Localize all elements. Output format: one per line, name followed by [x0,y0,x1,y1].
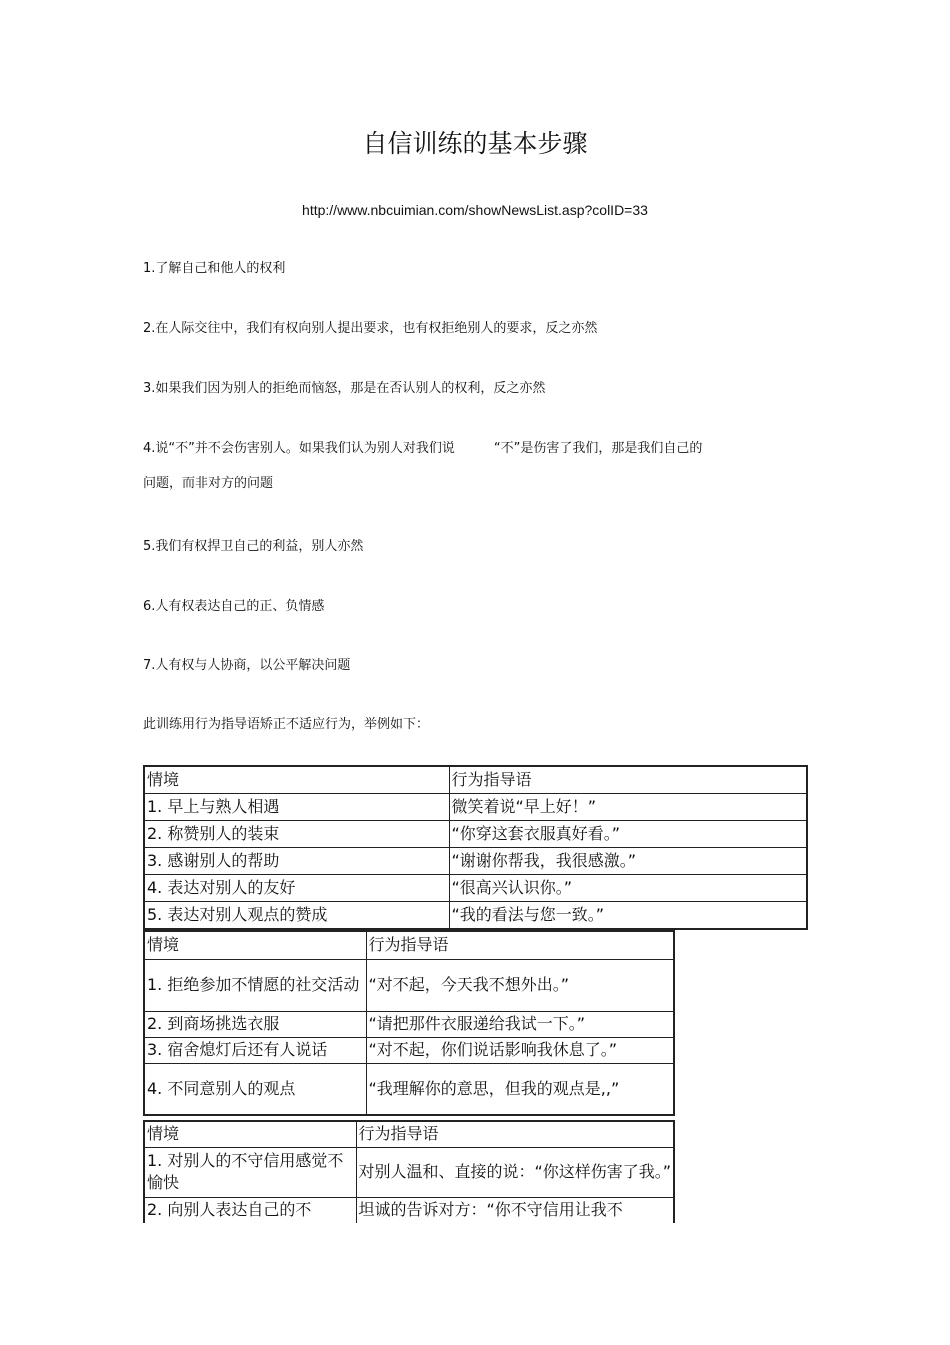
paragraph-3: 3.如果我们因为别人的拒绝而恼怒，那是在否认别人的权利，反之亦然 [143,381,546,396]
instruction-cell: 坦诚的告诉对方：“你不守信用让我不 [356,1197,674,1223]
instruction-cell: “谢谢你帮我，我很感激。” [449,848,807,875]
table-row [144,1037,674,1063]
header-situation: 情境 [144,766,449,794]
table-header-row [144,766,807,794]
instruction-cell: “对不起，你们说话影响我休息了。” [366,1037,674,1063]
situation-cell: 2. 向别人表达自己的不 [144,1197,356,1223]
situation-cell: 3. 宿舍熄灯后还有人说话 [144,1037,366,1063]
table-row [144,821,807,848]
table-row [144,1147,674,1197]
table-row [144,959,674,1011]
situation-cell: 4. 不同意别人的观点 [144,1063,366,1115]
header-situation: 情境 [144,1121,356,1147]
header-situation: 情境 [144,931,366,959]
instruction-cell: “你穿这套衣服真好看。” [449,821,807,848]
situation-cell: 1. 早上与熟人相遇 [144,794,449,821]
instruction-cell: “我的看法与您一致。” [449,902,807,930]
source-url: http://www.nbcuimian.com/showNewsList.asp?colID=33 [302,202,648,218]
situation-cell: 2. 到商场挑选衣服 [144,1011,366,1037]
situation-cell: 4. 表达对别人的友好 [144,875,449,902]
instruction-table-negative [143,1120,675,1223]
paragraph-2: 2.在人际交往中，我们有权向别人提出要求，也有权拒绝别人的要求，反之亦然 [143,321,598,336]
table-row [144,1063,674,1115]
situation-cell: 5. 表达对别人观点的赞成 [144,902,449,930]
paragraph-4-line-2: 问题，而非对方的问题 [143,476,274,491]
table-row [144,848,807,875]
instruction-cell: “很高兴认识你。” [449,875,807,902]
instruction-cell: 对别人温和、直接的说：“你这样伤害了我。” [356,1147,674,1197]
paragraph-4-line-1: 4.说“不”并不会伤害别人。如果我们认为别人对我们说 “不”是伤害了我们，那是我们自己的 [143,441,703,456]
situation-cell: 2. 称赞别人的装束 [144,821,449,848]
paragraph-1: 1.了解自己和他人的权利 [143,261,286,276]
paragraph-intro: 此训练用行为指导语矫正不适应行为，举例如下： [143,717,430,732]
header-instruction: 行为指导语 [449,766,807,794]
paragraph-5: 5.我们有权捍卫自己的利益，别人亦然 [143,539,364,554]
instruction-cell: 微笑着说“早上好！” [449,794,807,821]
table-row [144,902,807,930]
table-header-row [144,931,674,959]
instruction-cell: “请把那件衣服递给我试一下。” [366,1011,674,1037]
situation-cell: 1. 拒绝参加不情愿的社交活动 [144,959,366,1011]
situation-cell: 1. 对别人的不守信用感觉不愉快 [144,1147,356,1197]
paragraph-6: 6.人有权表达自己的正、负情感 [143,599,325,614]
table-row [144,794,807,821]
table-row [144,1197,674,1223]
situation-cell: 3. 感谢别人的帮助 [144,848,449,875]
table-row [144,875,807,902]
table-row [144,1011,674,1037]
instruction-cell: “我理解你的意思，但我的观点是,,” [366,1063,674,1115]
header-instruction: 行为指导语 [356,1121,674,1147]
paragraph-7: 7.人有权与人协商，以公平解决问题 [143,658,351,673]
instruction-table-refusal [143,930,675,1116]
header-instruction: 行为指导语 [366,931,674,959]
table-header-row [144,1121,674,1147]
document-title: 自信训练的基本步骤 [362,129,588,158]
instruction-cell: “对不起，今天我不想外出。” [366,959,674,1011]
instruction-table-positive [143,765,808,930]
